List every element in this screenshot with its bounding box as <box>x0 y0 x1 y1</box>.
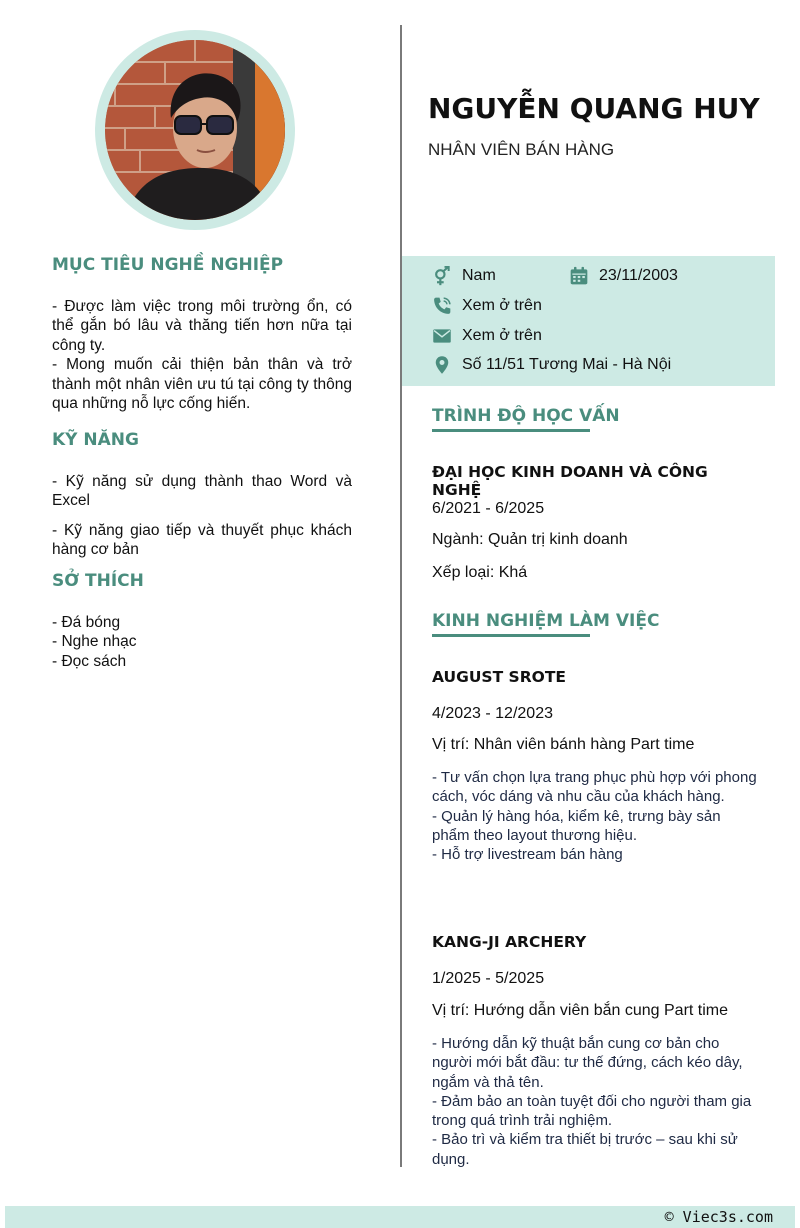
hobby-item: - Nghe nhạc <box>52 633 137 650</box>
contact-address <box>432 355 671 375</box>
skill-item: - Kỹ năng giao tiếp và thuyết phục khách hàng cơ bản <box>52 521 352 558</box>
avatar-frame <box>95 30 295 230</box>
contact-email <box>432 326 542 346</box>
column-divider <box>400 25 402 1167</box>
objective-section <box>52 256 352 414</box>
job-duty: - Đảm bảo an toàn tuyệt đối cho người tham gia trong quá trình trải nghiệm. <box>432 1092 752 1130</box>
candidate-name: NGUYỄN QUANG HUY <box>428 92 760 125</box>
job-duty: - Hỗ trợ livestream bán hàng <box>432 846 623 864</box>
hobbies-title: SỞ THÍCH <box>52 572 144 595</box>
objective-line: - Được làm việc trong môi trường ổn, có thể gắn bó lâu và thăng tiến hơn nữa tại công ty. <box>52 297 352 354</box>
footer-credit: © Viec3s.com <box>664 1208 773 1226</box>
gender-value: Nam <box>462 267 496 284</box>
location-icon <box>432 355 452 375</box>
phone-value: Xem ở trên <box>462 297 542 314</box>
job-duty: - Tư vấn chọn lựa trang phục phù hợp với phong cách, vóc dáng và nhu cầu của khách hàng. <box>432 769 757 806</box>
education-period: 6/2021 - 6/2025 <box>432 500 545 517</box>
contact-panel <box>402 256 775 386</box>
job-position: Vị trí: Hướng dẫn viên bắn cung Part time <box>432 1002 729 1019</box>
objective-title: MỤC TIÊU NGHỀ NGHIỆP <box>52 256 283 279</box>
profile-photo <box>105 40 285 220</box>
education-section <box>432 406 762 429</box>
education-major: Ngành: Quản trị kinh doanh <box>432 531 628 548</box>
job-position: Vị trí: Nhân viên bánh hàng Part time <box>432 736 695 753</box>
contact-gender <box>432 266 496 286</box>
skills-title: KỸ NĂNG <box>52 431 139 454</box>
job-duty: - Hướng dẫn kỹ thuật bắn cung cơ bản cho người mới bắt đầu: tư thế đứng, cách kéo dây, ngắm và thả tên. <box>432 1035 743 1091</box>
skills-section <box>52 431 352 560</box>
hobby-item: - Đá bóng <box>52 613 121 631</box>
email-icon <box>432 326 452 346</box>
objective-line: - Mong muốn cải thiện bản thân và trở thành một nhân viên ưu tú tại công ty thông qua những nỗ lực cống hiến. <box>52 356 352 412</box>
hobby-item: - Đọc sách <box>52 652 127 670</box>
avatar <box>105 40 285 220</box>
job-company: KANG-JI ARCHERY <box>432 933 587 951</box>
contact-birthday <box>569 266 678 286</box>
education-title: TRÌNH ĐỘ HỌC VẤN <box>432 406 620 429</box>
skill-item: - Kỹ năng sử dụng thành thao Word và Excel <box>52 472 352 509</box>
experience-title: KINH NGHIỆM LÀM VIỆC <box>432 611 659 634</box>
contact-phone <box>432 296 542 316</box>
footer-bar <box>5 1206 795 1228</box>
gender-icon <box>432 266 452 286</box>
calendar-icon <box>569 266 589 286</box>
education-rank: Xếp loại: Khá <box>432 564 528 581</box>
job-period: 4/2023 - 12/2023 <box>432 705 553 722</box>
experience-section <box>432 611 762 634</box>
education-school: ĐẠI HỌC KINH DOANH VÀ CÔNG NGHỆ <box>432 463 708 499</box>
job-description <box>432 768 757 864</box>
email-value: Xem ở trên <box>462 327 542 344</box>
job-duty: - Bảo trì và kiểm tra thiết bị trước – sau khi sử dụng. <box>432 1131 738 1168</box>
birthday-value: 23/11/2003 <box>599 267 678 284</box>
hobby-list <box>52 613 352 672</box>
address-value: Số 11/51 Tương Mai - Hà Nội <box>462 356 672 373</box>
hobbies-section <box>52 572 352 671</box>
job-period: 1/2025 - 5/2025 <box>432 970 545 987</box>
phone-icon <box>432 296 452 316</box>
job-duty: - Quản lý hàng hóa, kiểm kê, trưng bày sản phẩm theo layout thương hiệu. <box>432 807 721 844</box>
job-title: NHÂN VIÊN BÁN HÀNG <box>428 140 615 159</box>
job-description <box>432 1034 757 1169</box>
job-company: AUGUST SROTE <box>432 668 566 686</box>
objective-body <box>52 297 352 414</box>
